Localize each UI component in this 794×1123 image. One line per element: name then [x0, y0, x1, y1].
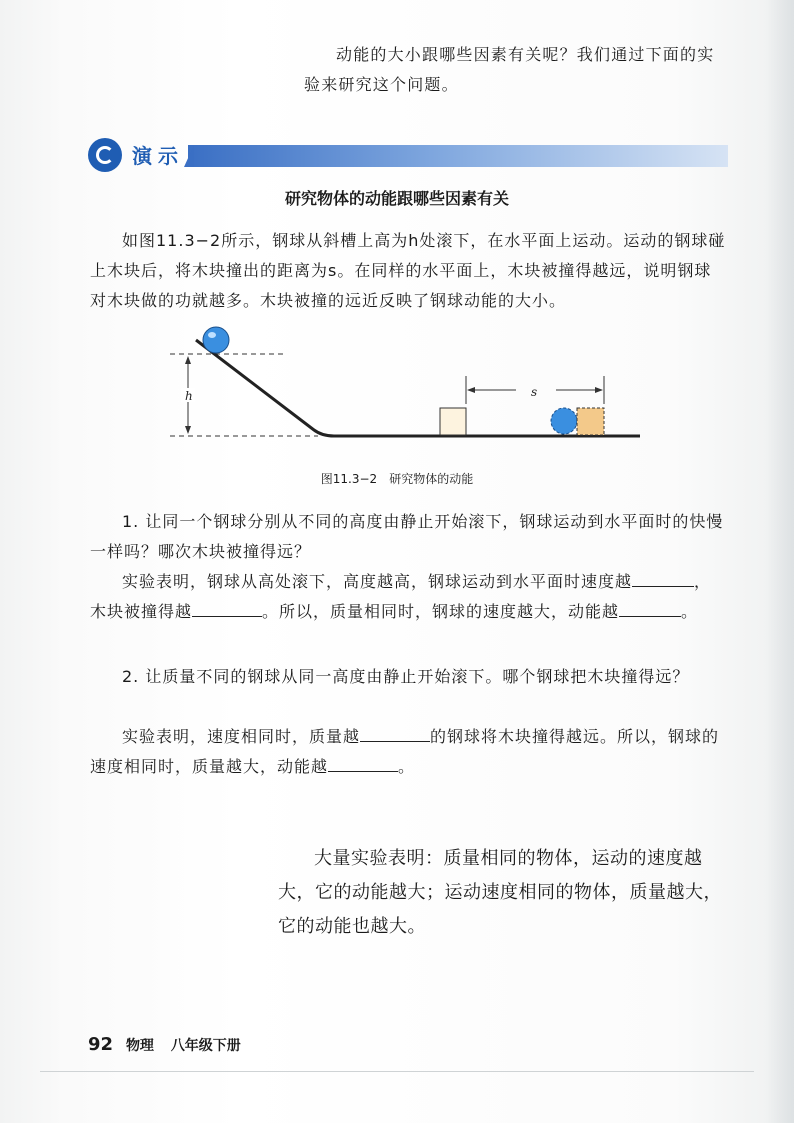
intro-paragraph: 动能的大小跟哪些因素有关呢？我们通过下面的实验来研究这个问题。 — [304, 45, 715, 94]
footer-subject: 物理 — [125, 1038, 154, 1054]
answer-1-text-d: 。 — [681, 602, 699, 621]
answer-1-text-a: 实验表明，钢球从高处滚下，高度越高，钢球运动到水平面时速度越 — [122, 572, 633, 591]
steel-ball-end — [551, 408, 577, 434]
s-arrow-right-head — [595, 387, 603, 393]
question-2: 2. 让质量不同的钢球从同一高度由静止开始滚下。哪个钢球把木块撞得远？ — [122, 667, 690, 686]
answer-1-blank-3 — [619, 598, 681, 617]
banner-bar — [188, 145, 728, 167]
page-footer — [88, 1034, 241, 1055]
answer-1 — [90, 567, 726, 627]
answer-2-text-a: 实验表明，速度相同时，质量越 — [122, 727, 361, 746]
demo-label: 演示 — [132, 144, 184, 168]
experiment-figure — [168, 318, 648, 446]
s-label: s — [531, 385, 538, 399]
answer-1-text-c: 。所以，质量相同时，钢球的速度越大，动能越 — [262, 602, 620, 621]
figure-caption: 图11.3−2 研究物体的动能 — [320, 472, 474, 486]
page-edge-shadow — [766, 0, 794, 1123]
footer-divider — [40, 1071, 754, 1072]
wooden-block-start — [440, 408, 466, 435]
demo-paragraph: 如图11.3−2所示，钢球从斜槽上高为h处滚下，在水平面上运动。运动的钢球碰上木块后，将木块撞出的距离为s。在同样的水平面上，木块被撞得越远，说明钢球对木块做的功就越多。木块被撞的远近反映了钢球动能的大小。 — [90, 231, 726, 310]
banner-notch — [184, 145, 194, 167]
summary-paragraph: 大量实验表明：质量相同的物体，运动的速度越大，它的动能越大；运动速度相同的物体，质量越大，它的动能也越大。 — [278, 848, 722, 937]
experiment-diagram — [168, 318, 648, 446]
h-label: h — [185, 389, 193, 403]
answer-2-blank-2 — [328, 753, 398, 772]
page-number: 92 — [88, 1034, 114, 1055]
answer-2-blank-1 — [360, 723, 430, 742]
demo-circle-icon — [88, 138, 122, 172]
answer-1-blank-1 — [632, 568, 694, 587]
answer-1-blank-2 — [192, 598, 262, 617]
wooden-block-moved — [577, 408, 604, 435]
steel-ball-top — [203, 327, 229, 353]
question-1: 1. 让同一个钢球分别从不同的高度由静止开始滚下，钢球运动到水平面时的快慢一样吗？哪次木块被撞得远？ — [90, 512, 724, 561]
answer-2-text-c: 。 — [398, 757, 416, 776]
demo-banner — [88, 138, 728, 172]
answer-2 — [90, 722, 726, 782]
answer-1-text-b: ，木块被撞得越 — [90, 572, 712, 621]
s-arrow-left-head — [467, 387, 475, 393]
ball-highlight — [208, 332, 216, 338]
height-arrow-up-head — [185, 356, 191, 364]
footer-book: 八年级下册 — [170, 1038, 241, 1054]
answer-2-text-b: 的钢球将木块撞得越远。所以，钢球的速度相同时，质量越大，动能越 — [90, 727, 720, 776]
demo-title: 研究物体的动能跟哪些因素有关 — [284, 189, 509, 208]
height-arrow-down-head — [185, 426, 191, 434]
